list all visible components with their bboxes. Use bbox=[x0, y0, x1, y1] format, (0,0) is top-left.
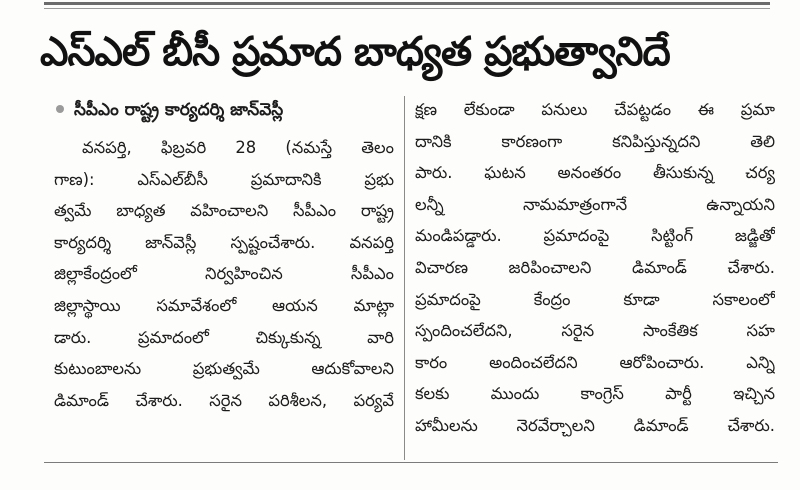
right-column bbox=[415, 94, 775, 442]
byline-text: సీపీఎం రాష్ట్ర కార్యదర్శి జాన్‌వెస్లీ bbox=[74, 100, 284, 120]
paragraph-line: డారు. ప్రమాదంలో చిక్కుకున్న వారి bbox=[54, 327, 394, 347]
paragraph-line: లన్నీ నామమాత్రంగానే ఉన్నాయని bbox=[415, 194, 775, 214]
paragraph-line: వనపర్తి, ఫిబ్రవరి 28 (నమస్తే తెలం bbox=[82, 138, 394, 157]
paragraph-line: కార్యదర్శి జాన్‌వెస్లీ స్పష్టంచేశారు. వనపర్తి bbox=[54, 232, 394, 252]
paragraph-line: డిమాండ్ చేశారు. సరైన పరిశీలన, పర్యవే bbox=[54, 390, 394, 410]
paragraph-line: దానికి కారణంగా కనిపిస్తున్నదని తెలి bbox=[415, 131, 775, 151]
column-divider bbox=[404, 96, 405, 460]
byline bbox=[54, 94, 394, 126]
top-rule-thin bbox=[44, 8, 770, 9]
paragraph-line: హామీలను నెరవేర్చాలని డిమాండ్ చేశారు. bbox=[415, 415, 775, 435]
paragraph-line: ప్రమాదంపై కేంద్రం కూడా సకాలంలో bbox=[415, 289, 775, 309]
paragraph-line: కారం అందించలేదని ఆరోపించారు. ఎన్ని bbox=[415, 352, 775, 372]
headline: ఎస్ఎల్ బీసీ ప్రమాద బాధ్యత ప్రభుత్వానిదే bbox=[40, 29, 670, 75]
paragraph-line: క్షణ లేకుండా పనులు చేపట్టడం ఈ ప్రమా bbox=[415, 100, 775, 119]
paragraph-line: స్పందించలేదని, సరైన సాంకేతిక సహ bbox=[415, 321, 775, 341]
bullet-icon bbox=[56, 105, 64, 113]
paragraph-line: పారు. ఘటన అనంతరం తీసుకున్న చర్య bbox=[415, 163, 775, 183]
paragraph-line: కలకు ముందు కాంగ్రెస్ పార్టీ ఇచ్చిన bbox=[415, 384, 775, 404]
left-column bbox=[54, 94, 394, 416]
paragraph-line: గాణ): ఎస్ఎల్‌బీసీ ప్రమాదానికి ప్రభు bbox=[54, 169, 394, 189]
paragraph-line: జిల్లాకేంద్రంలో నిర్వహించిన సీపీఎం bbox=[54, 264, 394, 284]
paragraph-line: జిల్లాస్థాయి సమావేశంలో ఆయన మాట్లా bbox=[54, 295, 394, 315]
paragraph-line: మండిపడ్డారు. ప్రమాదంపై సిట్టింగ్ జడ్జితో bbox=[415, 226, 775, 246]
paragraph-line: త్వమే బాధ్యత వహించాలని సీపీఎం రాష్ట్ర bbox=[54, 201, 394, 221]
paragraph-line: విచారణ జరిపించాలని డిమాండ్ చేశారు. bbox=[415, 257, 775, 277]
bottom-rule bbox=[44, 462, 778, 463]
paragraph-line: కుటుంబాలను ప్రభుత్వమే ఆదుకోవాలని bbox=[54, 359, 394, 379]
top-rule bbox=[44, 2, 770, 5]
